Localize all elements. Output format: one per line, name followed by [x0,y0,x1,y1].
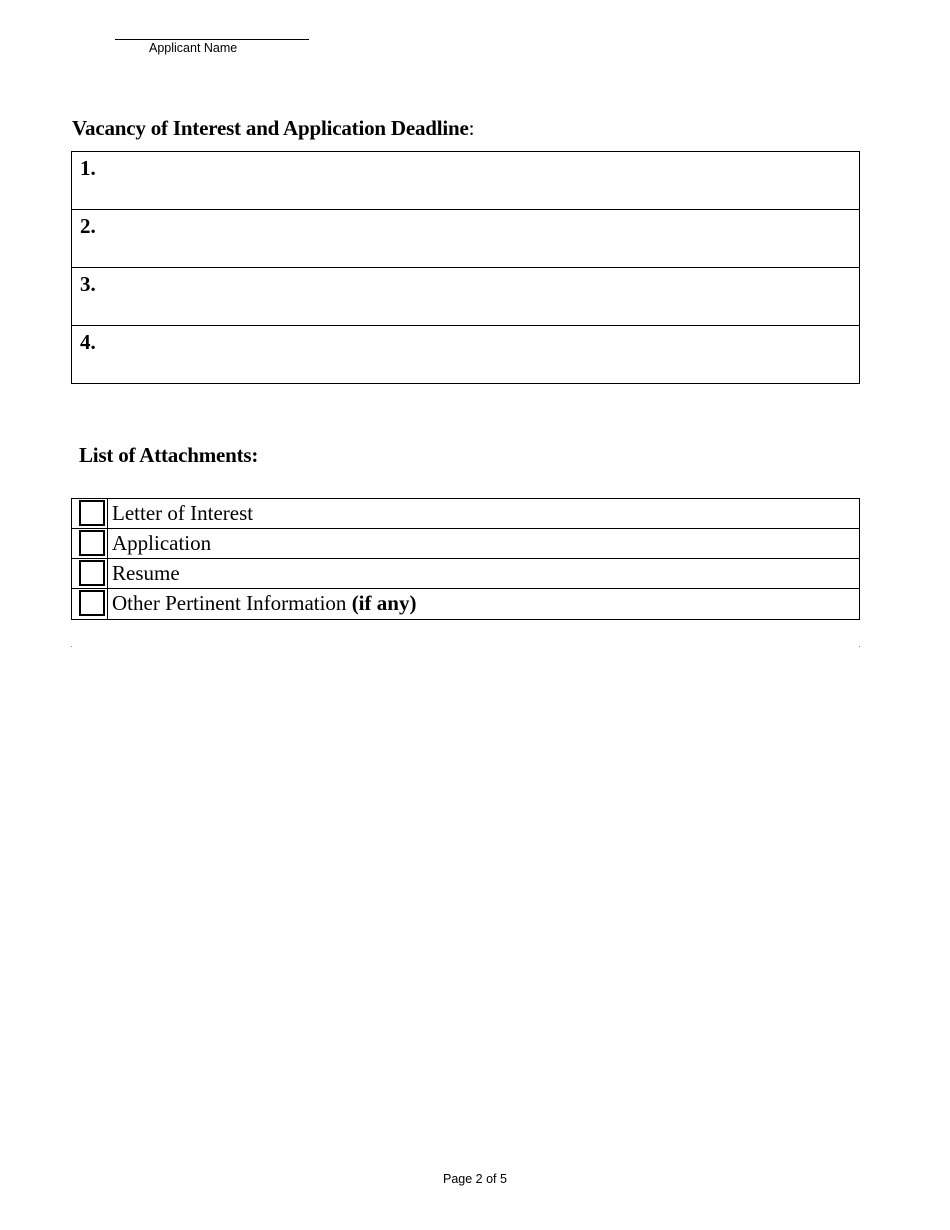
vacancy-heading [72,116,474,141]
attachment-checkbox[interactable] [79,590,105,616]
page-number: Page 2 of 5 [443,1172,507,1186]
vacancy-row[interactable] [72,268,859,326]
attachment-label-text: Other Pertinent Information [112,591,352,615]
attachment-label-text: Letter of Interest [112,501,254,525]
attachments-table [71,498,860,620]
applicant-name-line[interactable] [115,39,309,40]
corner-mark [71,646,72,647]
attachment-row [72,559,859,589]
applicant-name-label: Applicant Name [149,41,238,55]
attachment-label-text: Resume [112,561,180,585]
vacancy-row[interactable] [72,152,859,210]
attachment-label [112,531,211,556]
attachment-checkbox[interactable] [79,530,105,556]
attachment-row [72,529,859,559]
vacancy-row-number: 3. [80,272,96,296]
attachment-divider [107,559,108,588]
attachment-label [112,501,253,526]
attachment-checkbox[interactable] [79,500,105,526]
attachment-divider [107,499,108,528]
vacancy-heading-text: Vacancy of Interest and Application Deadline [72,116,469,140]
attachment-label-suffix: (if any) [351,591,417,615]
corner-mark [859,646,860,647]
vacancy-row-number: 2. [80,214,96,238]
attachment-divider [107,589,108,619]
vacancy-row-number: 4. [80,330,96,354]
attachment-divider [107,529,108,558]
vacancy-row[interactable] [72,210,859,268]
vacancy-heading-colon: : [468,116,475,140]
attachment-label [112,591,416,616]
attachment-row [72,589,859,619]
vacancy-table [71,151,860,384]
attachment-label [112,561,180,586]
attachments-heading: List of Attachments: [79,443,259,467]
attachment-checkbox[interactable] [79,560,105,586]
attachment-row [72,499,859,529]
vacancy-row[interactable] [72,326,859,383]
vacancy-row-number: 1. [80,156,96,180]
attachment-label-text: Application [112,531,212,555]
